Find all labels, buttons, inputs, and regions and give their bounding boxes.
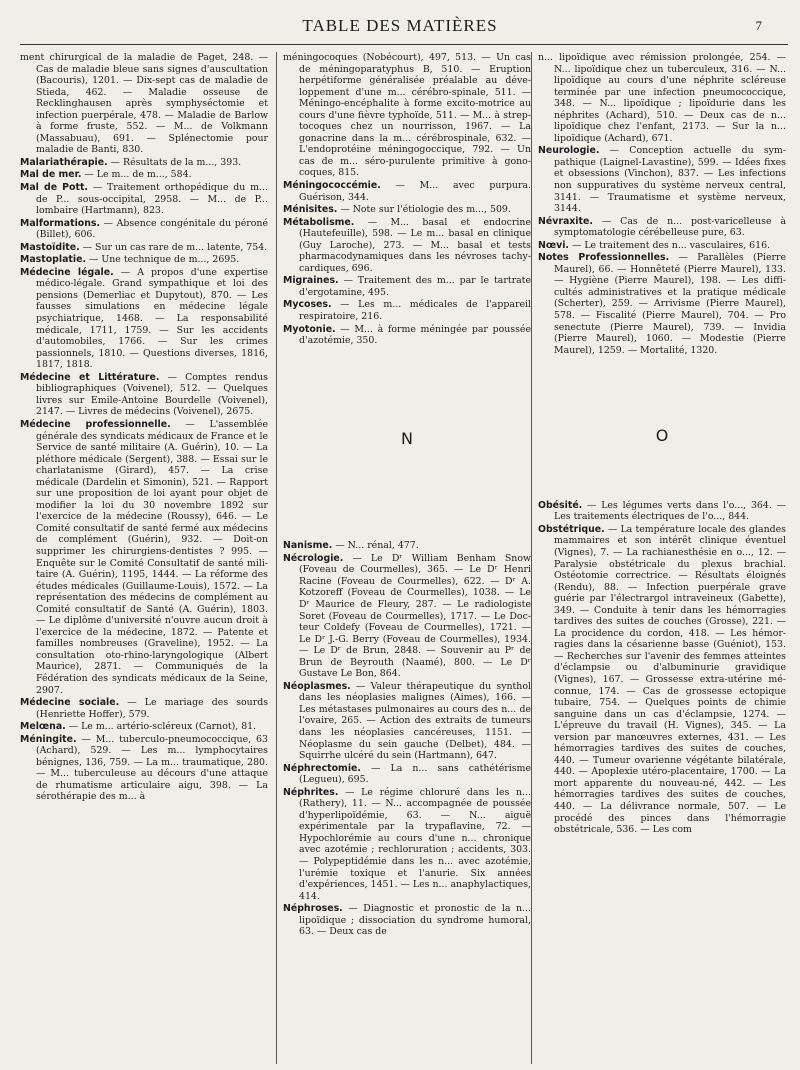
index-entry [538, 216, 786, 239]
page-header [0, 16, 800, 40]
index-entry [20, 242, 268, 254]
entry-term: Méningococcémie. [283, 180, 381, 192]
index-entry [538, 145, 786, 214]
entry-term: Médecine sociale. [20, 697, 120, 709]
index-entry [20, 254, 268, 266]
entry-text: — Traitement des m... par le tartrate d'ergotamine, 495. [299, 275, 531, 298]
entry-term: Médecine et Littérature. [20, 371, 160, 383]
entry-term: Névraxite. [538, 215, 593, 227]
entry-text: — Les m... médicales de l'appareil respiratoire, 216. [299, 299, 531, 323]
index-entry [538, 524, 786, 836]
column-divider [531, 52, 532, 1064]
entry-text: — Comptes rendus bibliographiques (Voivenel), 512. — Quelques livres sur Emile-Antoine Bourdelle (Voivenel), 2147. — Livres de médecins (Voivenel), 2675. [36, 371, 268, 418]
index-entry [538, 52, 786, 144]
index-entry [283, 217, 531, 275]
index-entry [283, 763, 531, 786]
column-3 [538, 52, 786, 1064]
entry-text: — Cas de n... post-varicelleuse à symptomatologie cérébelleuse pure, 63. [554, 215, 786, 239]
entry-term: Nécrologie. [283, 552, 344, 564]
index-entry [283, 299, 531, 322]
page-title: TABLE DES MATIÈRES [302, 16, 498, 35]
entry-term: Néoplasmes. [283, 680, 351, 692]
index-entry [20, 721, 268, 733]
entry-text: — Parallèles (Pierre Maurel), 66. — Honnêteté (Pierre Maurel), 133. — Hygiène (Pierre Maurel), 198. — Les difficultés administratives et la pratique médicale (Scherter), 259. — Arrivisme (Pierre Maurel), 578. — Fiscalité (Pierre Maurel), 704. — Pro senectute (Pierre Maurel), 739. — Invidia (Pierre Maurel), 1060. — Modestie (Pierre Maurel), 1259. — Mortalité, 1320. [554, 252, 786, 356]
entry-term: Mal de mer. [20, 169, 82, 181]
entry-term: Malariathérapie. [20, 156, 108, 168]
entry-term: Médecine légale. [20, 266, 114, 278]
entry-text: méningocoques (Nobécourt), 497, 513. — Un cas de méningoparatyphus B, 510. — Eruption herpétiforme généralisée préalable au développement d'une m... cérébro-spinale, 511. — Méningo-encéphalite à forme excito-motrice au cours d'une fièvre typhoïde, 511. — M... à streptocoques chez un nourrisson, 1967. — La gonacrine dans la m... cérébrospinale, 632. — L'endoprotéine méningogoccique, 792. — Un cas de m... séro-purulente primitive à gonocoques, 815. [283, 52, 531, 179]
entry-term: Mastoplatie. [20, 254, 87, 266]
index-entry [283, 275, 531, 298]
entry-term: Mal de Pott. [20, 182, 88, 194]
entry-text: — N... rénal, 477. [332, 540, 419, 552]
index-entry [283, 324, 531, 347]
entry-text: — Le Dʳ William Benham Snow (Foveau de Courmelles), 365. — Le Dʳ Henri Racine (Foveau de Courmelles), 622. — Dʳ A. Kotzoreff (Foveau de Courmelles), 1038. — Le Dʳ Maurice de Fleury, 287. — Le radiologiste Soret (Foveau de Courmelles), 1717. — Le Docteur Coldefy (Foveau de Courmelles), 1721. — Le Dʳ J.-G. Berry (Foveau de Courmelles), 1934. — Le Dʳ de Brun, 2848. — Souvenir au Pʳ de Brun de Beyrouth (Naamé), 800. — Le Dʳ Gustave Le Bon, 864. [299, 552, 531, 680]
entry-text: — L'assemblée générale des syndicats médicaux de France et le Service de santé militaire (A. Guérin), 10. — La pléthore médicale (Sergent), 388. — Essai sur le charlatanisme (Girard), 457. — La crise médicale (Dardelin et Simonin), 521. — Rapport sur une proposition de loi ayant pour objet de modifier la loi du 30 novembre 1892 sur l'exercice de la médecine (Roussy), 646. — Le Comité consultatif de santé fermé aux médecins de complément (Guérin), 932. — Doit-on supprimer les chirurgiens-dentistes ? 995. — Enquête sur le Comité Consultatif de santé militaire (A. Guérin), 1195, 1444. — La réforme des études médicales (Guillaume-Louis), 1572. — La représentation des médecins de complément au Comité consultatif de Santé (A. Guérin), 1803. — Le diplôme d'université n'ouvre aucun droit à l'exercice de la médecine, 1872. — Patente et familles nombreuses (Graveline), 1952. — La consultation oto-rhino-laryngologique (Albert Maurice), 2871. — Communiqués de la Fédération des syndicats médicaux de la Seine, 2907. [36, 418, 268, 696]
entry-term: Néphrites. [283, 786, 339, 798]
entry-text: — Absence congénitale du péroné (Billet), 606. [36, 217, 268, 241]
index-entry [20, 182, 268, 217]
index-entry [283, 540, 531, 552]
index-entry [20, 419, 268, 696]
index-entry [283, 681, 531, 762]
entry-text: — Les légumes verts dans l'o..., 364. — Les traitements électriques de l'o..., 844. [554, 499, 786, 523]
index-entry [283, 787, 531, 902]
entry-text: — La n... sans cathétérisme (Legueu), 695. [299, 762, 531, 786]
entry-text: — Une technique de m..., 2695. [86, 254, 240, 266]
index-entry [20, 52, 268, 156]
entry-term: Métabolisme. [283, 216, 355, 228]
entry-term: Néphrectomie. [283, 762, 361, 774]
index-entry [283, 204, 531, 216]
index-entry [20, 218, 268, 241]
entry-text: — M... tuberculo-pneumococcique, 63 (Achard), 529. — Les m... lymphocytaires bénignes, 136, 759. — La m... traumatique, 280. — M... tuberculeuse au décours d'une attaque de rhumatisme articulaire aigu, 398. — La sérothérapie des m... à [36, 733, 268, 803]
index-entry [538, 252, 786, 356]
entry-term: Malformations. [20, 217, 101, 229]
entry-term: Mastoïdite. [20, 241, 80, 253]
index-entry [538, 500, 786, 523]
entry-text: — M... avec purpura. Guérison, 344. [299, 180, 531, 203]
entry-term: Notes Professionnelles. [538, 252, 670, 264]
entry-text: — Le m... de m..., 584. [81, 169, 192, 181]
index-entry [538, 240, 786, 252]
index-entry [20, 157, 268, 169]
entry-text: — Sur un cas rare de m... latente, 754. [79, 241, 268, 253]
entry-text: — A propos d'une expertise médico-légale. Grand sympathique et loi des pensions (Demerliac et Dupytout), 870. — Les fausses simulations en médecine légale psychiatrique, 1468. — La responsabilité médicale, 1711, 1759. — Sur les accidents d'automobiles, 1766. — Sur les crimes passionnels, 1810. — Questions diverses, 1816, 1817, 1818. [36, 266, 268, 371]
index-entry [283, 553, 531, 680]
index-entry [20, 267, 268, 371]
index-entry [20, 697, 268, 720]
section-letter-n: N [401, 428, 413, 448]
entry-term: Médecine professionnelle. [20, 418, 171, 430]
entry-term: Méningite. [20, 733, 77, 745]
index-entry [283, 52, 531, 179]
entry-term: Obstétrique. [538, 523, 605, 535]
index-entry [283, 903, 531, 938]
column-1 [20, 52, 268, 1064]
entry-term: Neurologie. [538, 145, 600, 157]
index-entry [20, 734, 268, 803]
page-number: 7 [755, 18, 762, 33]
entry-term: Migraines. [283, 275, 339, 287]
entry-text: — Valeur thérapeutique du synthol dans les néoplasies malignes (Aimes), 166. — Les métastases pulmonaires au cours des n... de l'ovaire, 265. — Action des extraits de tumeurs dans les néoplasies cancéreuses, 1151. — Néoplasme du sein gauche (Delbet), 484. — Squirrhe ulcéré du sein (Hartmann), 647. [299, 680, 531, 762]
entry-term: Nanisme. [283, 540, 333, 552]
entry-text: — M... basal et endocrine (Hautefeuille), 598. — Le m... basal en clinique (Guy Laroche), 273. — M... basal et tests pharmacodynamiques dans les névroses tachycardiques, 696. [299, 216, 531, 274]
entry-term: Mycoses. [283, 299, 332, 311]
entry-text: — Le traitement des n... vasculaires, 616. [569, 239, 771, 251]
entry-term: Myotonie. [283, 323, 336, 335]
entry-text: — Résultats de la m..., 393. [107, 156, 242, 168]
index-entry [20, 169, 268, 181]
entry-text: — Traitement orthopédique du m... de P... sous-occipital, 2958. — M... de P... lombaire (Hartmann), 823. [36, 182, 268, 217]
entry-text: — Conception actuelle du sympathique (Laignel-Lavastine), 599. — Idées fixes et obsessions (Vinchon), 837. — Les infections non suppuratives du système nerveux central, 3141. — Traumatisme et système nerveux, 3144. [554, 145, 786, 215]
entry-text: — Le mariage des sourds (Henriette Hoffer), 579. [36, 697, 268, 720]
section-letter-o: O [655, 426, 669, 446]
entry-term: Melœna. [20, 721, 66, 733]
entry-term: Ménisites. [283, 204, 338, 216]
entry-text: — M... à forme méningée par poussée d'azotémie, 350. [299, 323, 531, 347]
column-2 [283, 52, 531, 1064]
entry-text: — Diagnostic et pronostic de la n... lipoïdique ; dissociation du syndrome humoral, 63. — Deux cas de [299, 903, 531, 938]
column-divider [276, 52, 277, 1064]
entry-text: — Le régime chloruré dans les n... (Rathery), 11. — N... accompagnée de poussée d'hyperlipoïdémie, 63. — N... aiguë expérimentale par la trypaflavine, 72. — Hypochlorémie au cours d'une n... chronique avec azotémie ; rechloruration ; accidents, 303. — Polypeptidémie dans les n... avec azotémie, l'urémie toxique et l'anurie. Six années d'expériences, 1451. — Les n... anaphylactiques, 414. [299, 786, 531, 902]
entry-text: n... lipoïdique avec rémission prolongée, 254. — N... lipoïdique chez un tuberculeux, 316. — N... lipoïdique au cours d'une néphrite scléreuse terminée par une infection pneumococcique, 348. — N... lipoïdique ; lipoïdurie dans les néphrites (Achard), 510. — Deux cas de n... lipoïdique chez l'enfant, 2173. — Sur la n... lipoïdique (Achard), 671. [538, 52, 786, 144]
entry-term: Obésité. [538, 499, 583, 511]
index-entry [20, 372, 268, 418]
entry-term: Néphroses. [283, 903, 343, 915]
entry-text: — Note sur l'étiologie des m..., 509. [337, 204, 511, 216]
entry-term: Nœvi. [538, 239, 569, 251]
entry-text: ment chirurgical de la maladie de Paget, 248. — Cas de maladie bleue sans signes d'auscultation (Bacouris), 1201. — Dix-sept cas de maladie de Stieda, 462. — Maladie osseuse de Recklinghausen après symphyséctomie et infection puerpérale, 478. — Maladie de Barlow à forme fruste, 552. — M... de Volkmann (Massabuau), 691. — Splénectomie pour maladie de Banti, 830. [20, 52, 268, 156]
header-rule [20, 44, 788, 45]
entry-text: — Le m... artério-scléreux (Carnot), 81. [65, 721, 257, 733]
entry-text: — La température locale des glandes mammaires et son intérêt clinique éventuel (Vignes), 7. — La rachianesthésie en o..., 12. — Paralysie obstétricale du plexus brachial. Ostéotomie correctrice. — Résultats éloignés (Rendu), 88. — Infection puerpérale grave guérie par l'électrargol intraveineux (Gabette), 349. — Conduite à tenir dans les hémorragies tardives des suites de couches (Grosse), 221. — La procidence du cordon, 418. — Les hémorragies dans la césarienne basse (Guéniot), 153. — Recherches sur l'avenir des femmes atteintes d'éclampsie ou d'albuminurie gravidique (Vignes), 167. — Grossesse extra-utérine méconnue, 174. — Cas de grossesse ectopique tubaire, 754. — Quelques points de chimie sanguine dans un cas d'éclampsie, 1274. — L'épreuve du travail (H. Vignes), 345. — La version par manœuvres externes, 431. — Les hémorragies tardives des suites de couches, 440. — Tumeur ovarienne végétante bilatérale, 440. — Apoplexie utéro-placentaire, 1700. — La mort apparente du nouveau-né, 442. — Les hémorragies tardives des suites de couches, 440. — La délivrance normale, 507. — Le procédé des pinces dans l'hémorragie obstétricale, 536. — Les com [554, 523, 786, 836]
index-entry [283, 180, 531, 203]
